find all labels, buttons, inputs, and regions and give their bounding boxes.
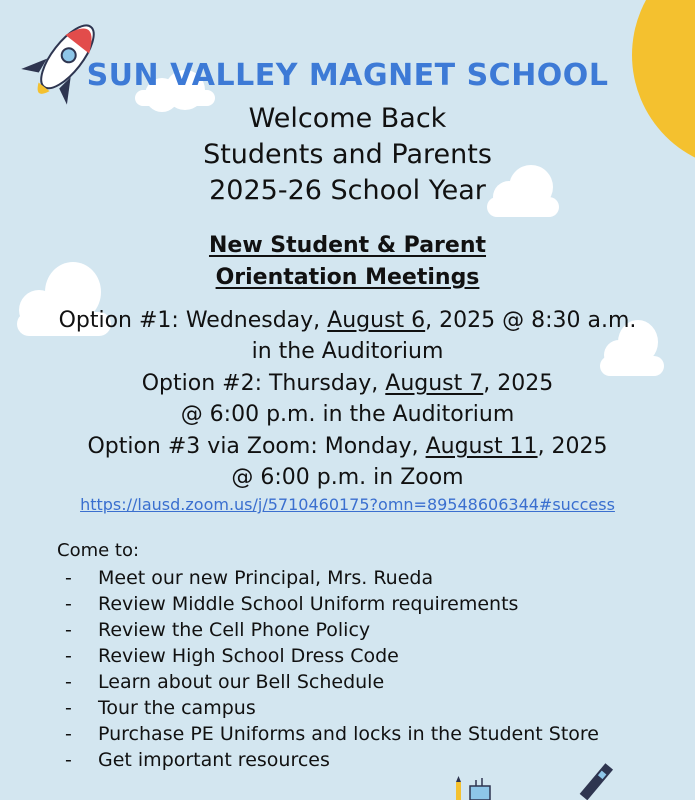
welcome-line-1: Welcome Back <box>248 103 447 134</box>
option-3-year: , 2025 <box>537 434 608 459</box>
zoom-link[interactable]: https://lausd.zoom.us/j/5710460175?omn=89548606344#success <box>80 495 615 514</box>
list-item-text: Purchase PE Uniforms and locks in the Student Store <box>98 723 599 745</box>
list-dash: - <box>65 749 72 771</box>
option-2-day: Option #2: Thursday, <box>141 371 386 396</box>
list-dash: - <box>65 723 72 745</box>
option-2-line-1 <box>0 368 695 399</box>
list-item-text: Get important resources <box>98 749 330 771</box>
list-dash: - <box>65 697 72 719</box>
option-3-day: Option #3 via Zoom: Monday, <box>87 434 426 459</box>
orientation-title-line-2: Orientation Meetings <box>215 265 480 290</box>
option-3-date: August 11 <box>425 434 538 459</box>
agenda-list <box>65 565 635 773</box>
list-item <box>65 669 635 695</box>
pencil-icon <box>450 776 500 800</box>
option-1-time: , 2025 @ 8:30 a.m. <box>425 308 637 333</box>
option-1-line-1 <box>0 305 695 336</box>
list-item <box>65 565 635 591</box>
option-3-line-1 <box>0 431 695 462</box>
list-item-text: Review the Cell Phone Policy <box>98 619 371 641</box>
list-item <box>65 721 635 747</box>
school-name: SUN VALLEY MAGNET SCHOOL <box>86 58 609 93</box>
list-item-text: Meet our new Principal, Mrs. Rueda <box>98 567 434 589</box>
option-1-day: Option #1: Wednesday, <box>58 308 328 333</box>
option-2-year: , 2025 <box>483 371 554 396</box>
list-item <box>65 695 635 721</box>
list-dash: - <box>65 645 72 667</box>
welcome-line-3: 2025-26 School Year <box>209 175 486 206</box>
list-item-text: Review Middle School Uniform requirements <box>98 593 519 615</box>
option-3-location: @ 6:00 p.m. in Zoom <box>231 465 464 490</box>
option-1-location: in the Auditorium <box>251 339 444 364</box>
option-2-location: @ 6:00 p.m. in the Auditorium <box>180 402 515 427</box>
list-item <box>65 643 635 669</box>
list-item-text: Review High School Dress Code <box>98 645 399 667</box>
agenda-intro: Come to: <box>57 540 140 561</box>
list-item-text: Learn about our Bell Schedule <box>98 671 385 693</box>
orientation-title-line-1: New Student & Parent <box>208 233 487 258</box>
welcome-line-2: Students and Parents <box>203 139 492 170</box>
list-dash: - <box>65 619 72 641</box>
list-item <box>65 747 635 773</box>
list-item <box>65 591 635 617</box>
list-dash: - <box>65 593 72 615</box>
option-1-date: August 6 <box>327 308 426 333</box>
list-dash: - <box>65 671 72 693</box>
list-dash: - <box>65 567 72 589</box>
option-2-date: August 7 <box>385 371 484 396</box>
list-item-text: Tour the campus <box>98 697 256 719</box>
list-item <box>65 617 635 643</box>
